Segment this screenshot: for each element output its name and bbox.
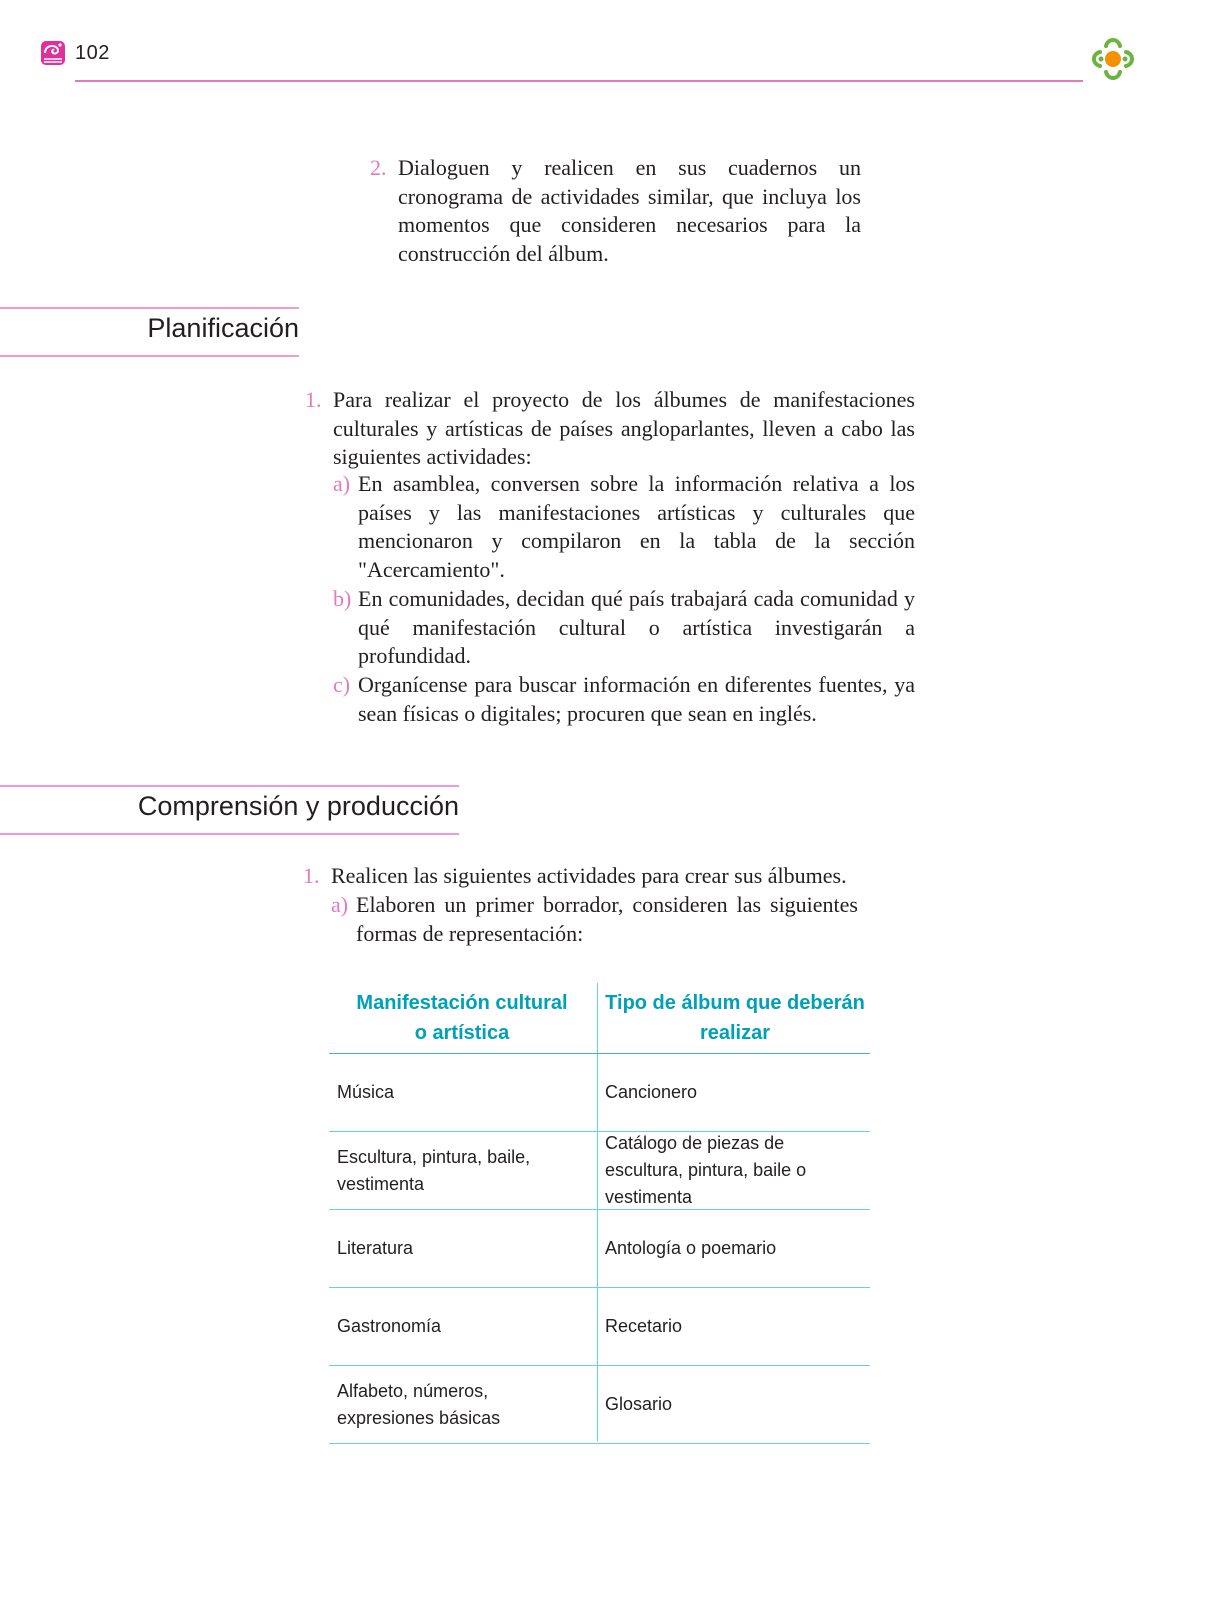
table-cell-tipo-album: Antología o poemario [605, 1238, 777, 1258]
table-cell-tipo-album: Cancionero [605, 1082, 698, 1102]
table-cell-manifestacion: Música [337, 1082, 395, 1102]
item-text: Dialoguen y realicen en sus cuadernos un cronograma de actividades similar, que incluya los momentos que consideren necesarios para la construcción del álbum. [398, 155, 861, 266]
item-number: 2. [370, 155, 387, 180]
table-row [329, 1366, 870, 1444]
item-letter: b) [333, 586, 352, 611]
item-number: 1. [303, 863, 320, 888]
planificacion-subitem-c [333, 671, 915, 728]
table-row [329, 1288, 870, 1366]
flower-logo-icon [1086, 32, 1140, 86]
comprension-item-1 [303, 862, 891, 891]
item-text: En asamblea, conversen sobre la información relativa a los países y las manifestaciones artísticas y culturales que mencionaron y compilaron en la tabla de la sección "Acercamiento". [358, 471, 915, 582]
table-header-manifestacion: Manifestación cultural o artística [356, 992, 568, 1044]
section-heading-planificacion [0, 307, 299, 357]
planificacion-item-1 [305, 386, 915, 472]
item-letter: a) [331, 892, 349, 917]
item-text: En comunidades, decidan qué país trabajará cada comunidad y qué manifestación cultural o artística investigarán a profundidad. [358, 586, 915, 669]
table-cell-tipo-album: Recetario [605, 1316, 683, 1336]
intro-item [370, 154, 861, 268]
table-cell-manifestacion: Literatura [337, 1238, 414, 1258]
planificacion-subitem-a [333, 470, 915, 584]
item-letter: a) [333, 471, 351, 496]
section-title: Comprensión y producción [137, 791, 459, 821]
item-text: Para realizar el proyecto de los álbumes de manifestaciones culturales y artísticas de países angloparlantes, lleven a cabo las siguientes actividades: [333, 387, 915, 470]
table-row [329, 1132, 870, 1210]
planificacion-subitem-b [333, 585, 915, 671]
table-cell-manifestacion: Gastronomía [337, 1316, 442, 1336]
table-row [329, 1054, 870, 1132]
table-cell-manifestacion: Escultura, pintura, baile, vestimenta [337, 1146, 531, 1194]
table-cell-tipo-album: Catálogo de piezas de escultura, pintura, baile o vestimenta [605, 1133, 807, 1207]
item-text: Organícense para buscar información en diferentes fuentes, ya sean físicas o digitales; procuren que sean en inglés. [358, 672, 915, 726]
page-number: 102 [75, 42, 110, 64]
table-cell-manifestacion: Alfabeto, números, expresiones básicas [337, 1380, 501, 1428]
item-letter: c) [333, 672, 351, 697]
comprension-subitem-a [331, 891, 858, 948]
table-cell-tipo-album: Glosario [605, 1394, 673, 1414]
table-header-row [329, 983, 870, 1054]
aztec-ornament-icon [40, 40, 66, 66]
header-divider [75, 80, 1083, 82]
table-row [329, 1210, 870, 1288]
table-header-tipo-album: Tipo de álbum que deberán realizar [605, 992, 865, 1044]
item-text: Elaboren un primer borrador, consideren las siguientes formas de representación: [356, 892, 858, 946]
item-text: Realicen las siguientes actividades para crear sus álbumes. [331, 863, 847, 888]
item-number: 1. [305, 387, 322, 412]
section-heading-comprension [0, 785, 459, 835]
album-types-table [329, 983, 870, 1444]
section-title: Planificación [147, 313, 299, 343]
